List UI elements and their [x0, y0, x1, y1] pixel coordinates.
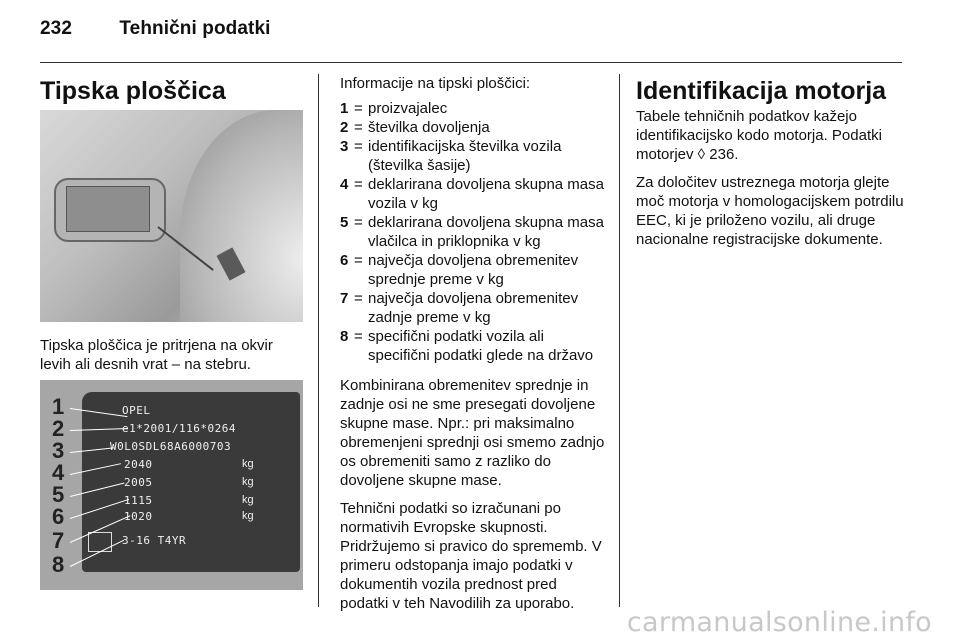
item-equals: = [354, 138, 363, 155]
plate-unit-7: kg [242, 510, 254, 522]
item-equals: = [354, 290, 363, 307]
item-number: 8 [340, 328, 349, 345]
plate-label-4: 4 [52, 460, 65, 485]
list-item [340, 175, 608, 213]
photo-callout-plate [66, 186, 150, 232]
item-equals: = [354, 252, 363, 269]
photo-pillar-shape [180, 110, 303, 322]
list-item [340, 99, 608, 118]
info-definition-list [340, 99, 608, 365]
plate-line-7: 1020 [124, 510, 153, 523]
list-item [340, 137, 608, 175]
list-item [340, 118, 608, 137]
section-heading-type-plate: Tipska ploščica [40, 77, 226, 105]
info-intro: Informacije na tipski ploščici: [340, 75, 531, 92]
photo-callout-frame [54, 178, 166, 242]
list-item [340, 327, 608, 365]
engine-id-paragraph-2: Za določitev ustreznega motorja glejte moč motorja v homologacijskem potrdilu EEC, ki je priloženo vozilu, ali druge nacionalne registracijske dokumente. [636, 174, 904, 248]
plate-unit-4: kg [242, 458, 254, 470]
info-column [340, 74, 608, 613]
plate-line-3: W0L0SDL68A6000703 [110, 440, 232, 453]
section-heading-engine-id: Identifikacija motorja [636, 77, 887, 105]
chapter-title: Tehnični podatki [119, 18, 271, 39]
technical-data-paragraph: Tehnični podatki so izračunani po normativih Evropske skupnosti. Pridržujemo si pravico do sprememb. V primeru odstopanja imajo podatki v dokumentih vozila prednost pred podatki v teh Navodilih za uporabo. [340, 500, 602, 612]
item-equals: = [354, 214, 363, 231]
item-equals: = [354, 119, 363, 136]
plate-unit-5: kg [242, 476, 254, 488]
plate-line-6: 1115 [124, 494, 153, 507]
item-number: 3 [340, 138, 349, 155]
engine-id-paragraph-1: Tabele tehničnih podatkov kažejo identifikacijsko kodo motorja. Podatki motorjev ◊ 236. [636, 108, 882, 163]
header-rule [40, 62, 902, 63]
door-pillar-photo [40, 110, 303, 322]
list-item [340, 289, 608, 327]
plate-label-6: 6 [52, 504, 65, 529]
plate-line-8: 3-16 T4YR [122, 534, 187, 547]
plate-label-1: 1 [52, 394, 65, 419]
item-number: 7 [340, 290, 349, 307]
plate-line-4: 2040 [124, 458, 153, 471]
item-equals: = [354, 328, 363, 345]
item-number: 4 [340, 176, 349, 193]
engine-id-column [636, 107, 908, 249]
plate-line-2: e1*2001/116*0264 [122, 422, 236, 435]
plate-line-1: OPEL [122, 404, 151, 417]
plate-field-box [88, 532, 112, 552]
plate-label-5: 5 [52, 482, 65, 507]
plate-label-8: 8 [52, 552, 65, 577]
list-item [340, 251, 608, 289]
combined-load-paragraph: Kombinirana obremenitev sprednje in zadnje osi ne sme presegati dovoljene skupne mase. Npr.: pri maksimalno obremenjeni sprednji osi smemo zadnjo os obremeniti samo z razliko do dovoljene skupne mase. [340, 377, 605, 489]
watermark: carmanualsonline.info [626, 607, 932, 638]
plate-unit-6: kg [242, 494, 254, 506]
item-text: deklarirana dovoljena skupna masa vozila v kg [368, 176, 604, 212]
item-text: največja dovoljena obremenitev sprednje preme v kg [368, 252, 579, 288]
item-text: identifikacijska številka vozila (številka šasije) [368, 138, 562, 174]
item-number: 1 [340, 100, 349, 117]
item-text: največja dovoljena obremenitev zadnje preme v kg [368, 290, 579, 326]
item-equals: = [354, 100, 363, 117]
item-number: 2 [340, 119, 349, 136]
plate-label-2: 2 [52, 416, 65, 441]
item-text: proizvajalec [368, 100, 448, 117]
plate-label-3: 3 [52, 438, 65, 463]
type-plate-caption: Tipska ploščica je pritrjena na okvir levih ali desnih vrat – na stebru. [40, 337, 273, 373]
item-text: deklarirana dovoljena skupna masa vlačilca in priklopnika v kg [368, 214, 604, 250]
item-text: številka dovoljenja [368, 119, 490, 136]
type-plate-illustration [40, 380, 303, 590]
plate-line-5: 2005 [124, 476, 153, 489]
item-equals: = [354, 176, 363, 193]
column-divider-1 [318, 74, 319, 607]
item-number: 6 [340, 252, 349, 269]
column-divider-2 [619, 74, 620, 607]
item-text: specifični podatki vozila ali specifični podatki glede na državo [368, 328, 594, 364]
item-number: 5 [340, 214, 349, 231]
page-header [40, 18, 271, 40]
plate-label-7: 7 [52, 528, 65, 553]
page-number: 232 [40, 18, 73, 39]
list-item [340, 213, 608, 251]
